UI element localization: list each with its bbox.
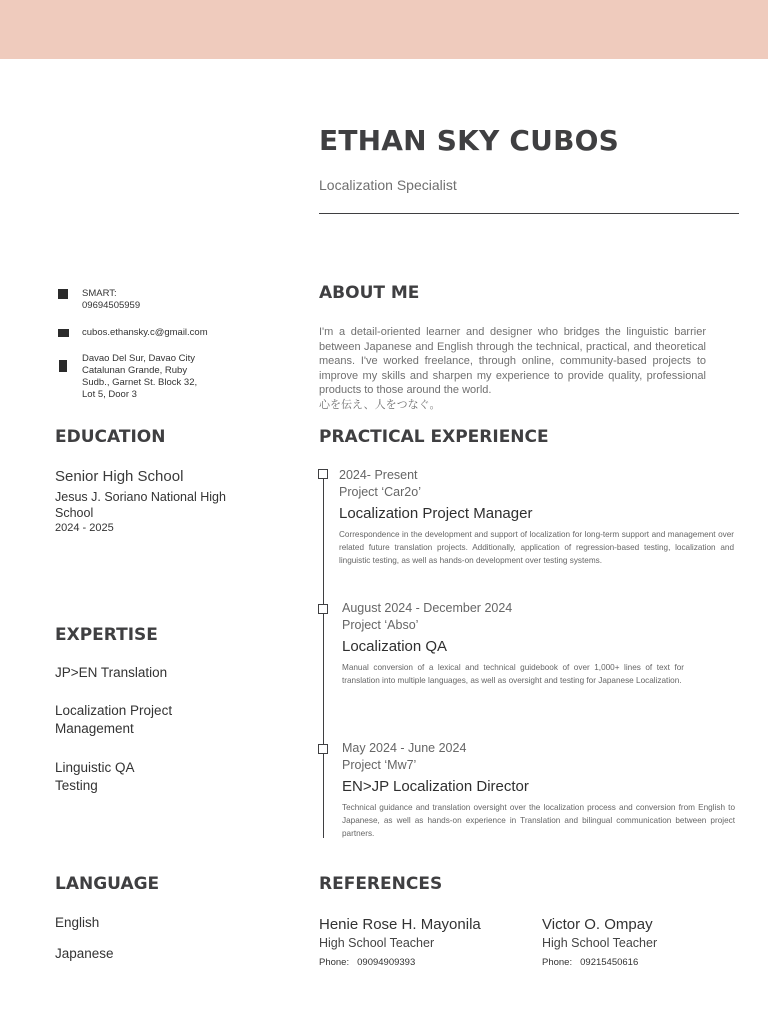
experience-heading: PRACTICAL EXPERIENCE — [319, 427, 549, 447]
timeline-marker — [318, 469, 328, 479]
reference-phone-number: 09215450616 — [580, 957, 639, 968]
language-heading: LANGUAGE — [55, 874, 160, 894]
about-paragraph: I'm a detail-oriented learner and designer who bridges the linguistic barrier between Japanese and English through the technical, practical, and theoretical means. I've worked freelance, through online, community-based projects to improve my skills and sharpen my experience to provide quality, professional products to those around the world. — [319, 326, 706, 397]
experience-date: 2024- Present — [339, 468, 418, 482]
reference-name: Victor O. Ompay — [542, 916, 653, 933]
address-line: Catalunan Grande, Ruby — [82, 365, 188, 376]
timeline-line — [323, 474, 324, 838]
language-item: English — [55, 915, 100, 930]
phone-icon — [58, 289, 68, 299]
experience-description: Technical guidance and translation oversight over the localization process and conversion from English to Japanese, as well as hands-on experience in Translation and bilingual communication between project partners. — [342, 803, 735, 838]
experience-title: Localization QA — [342, 638, 448, 655]
address-line: Lot 5, Door 3 — [82, 389, 137, 400]
reference-phone — [542, 957, 646, 968]
expertise-item: Linguistic QA Testing — [55, 760, 134, 793]
experience-description: Manual conversion of a lexical and technical guidebook of over 1,000+ lines of text for translation into multiple languages, as well as oversight and testing for Japanese Localization. — [342, 663, 684, 685]
timeline-marker — [318, 604, 328, 614]
contact-phone — [82, 288, 282, 312]
about-tagline: 心を伝え、人をつなぐ。 — [319, 398, 441, 411]
expertise-item: Localization Project Management — [55, 703, 173, 736]
about-text — [319, 325, 706, 413]
header-accent-band — [0, 0, 768, 59]
experience-description: Correspondence in the development and support of localization for long-term support and management over related future translation projects. Additionally, application of regression-based testing, localization and linguistic testing, as well as hands-on development over testing systems. — [339, 530, 734, 565]
experience-project: Project ‘Mw7’ — [342, 758, 417, 772]
education-heading: EDUCATION — [55, 427, 166, 447]
expertise-item: JP>EN Translation — [55, 665, 168, 680]
reference-phone-number: 09094909393 — [357, 957, 416, 968]
about-heading: ABOUT ME — [319, 283, 420, 303]
reference-role: High School Teacher — [542, 936, 658, 950]
expertise-heading: EXPERTISE — [55, 625, 158, 645]
reference-phone-label: Phone: — [319, 957, 350, 968]
address-line: Davao Del Sur, Davao City — [82, 353, 195, 364]
reference-phone-label: Phone: — [542, 957, 573, 968]
address-line: Sudb., Garnet St. Block 32, — [82, 377, 198, 388]
timeline-marker — [318, 744, 328, 754]
email-icon — [58, 329, 69, 337]
education-level: Senior High School — [55, 468, 184, 485]
experience-date: August 2024 - December 2024 — [342, 601, 513, 615]
experience-project: Project ‘Abso’ — [342, 618, 419, 632]
contact-email: cubos.ethansky.c@gmail.com — [82, 327, 208, 338]
education-years: 2024 - 2025 — [55, 522, 114, 534]
reference-name: Henie Rose H. Mayonila — [319, 916, 481, 933]
phone-number: 09694505959 — [82, 300, 141, 311]
reference-role: High School Teacher — [319, 936, 435, 950]
header-divider — [319, 213, 739, 214]
phone-label: SMART: — [82, 288, 117, 299]
experience-project: Project ‘Car2o’ — [339, 485, 421, 499]
references-heading: REFERENCES — [319, 874, 443, 894]
experience-date: May 2024 - June 2024 — [342, 741, 467, 755]
education-school: Jesus J. Soriano National High School — [55, 490, 226, 520]
experience-title: Localization Project Manager — [339, 505, 533, 522]
reference-phone — [319, 957, 423, 968]
contact-address — [82, 353, 282, 401]
location-icon — [59, 360, 67, 372]
experience-title: EN>JP Localization Director — [342, 778, 529, 795]
candidate-title: Localization Specialist — [319, 177, 457, 193]
language-item: Japanese — [55, 946, 114, 961]
candidate-name: ETHAN SKY CUBOS — [319, 124, 619, 157]
